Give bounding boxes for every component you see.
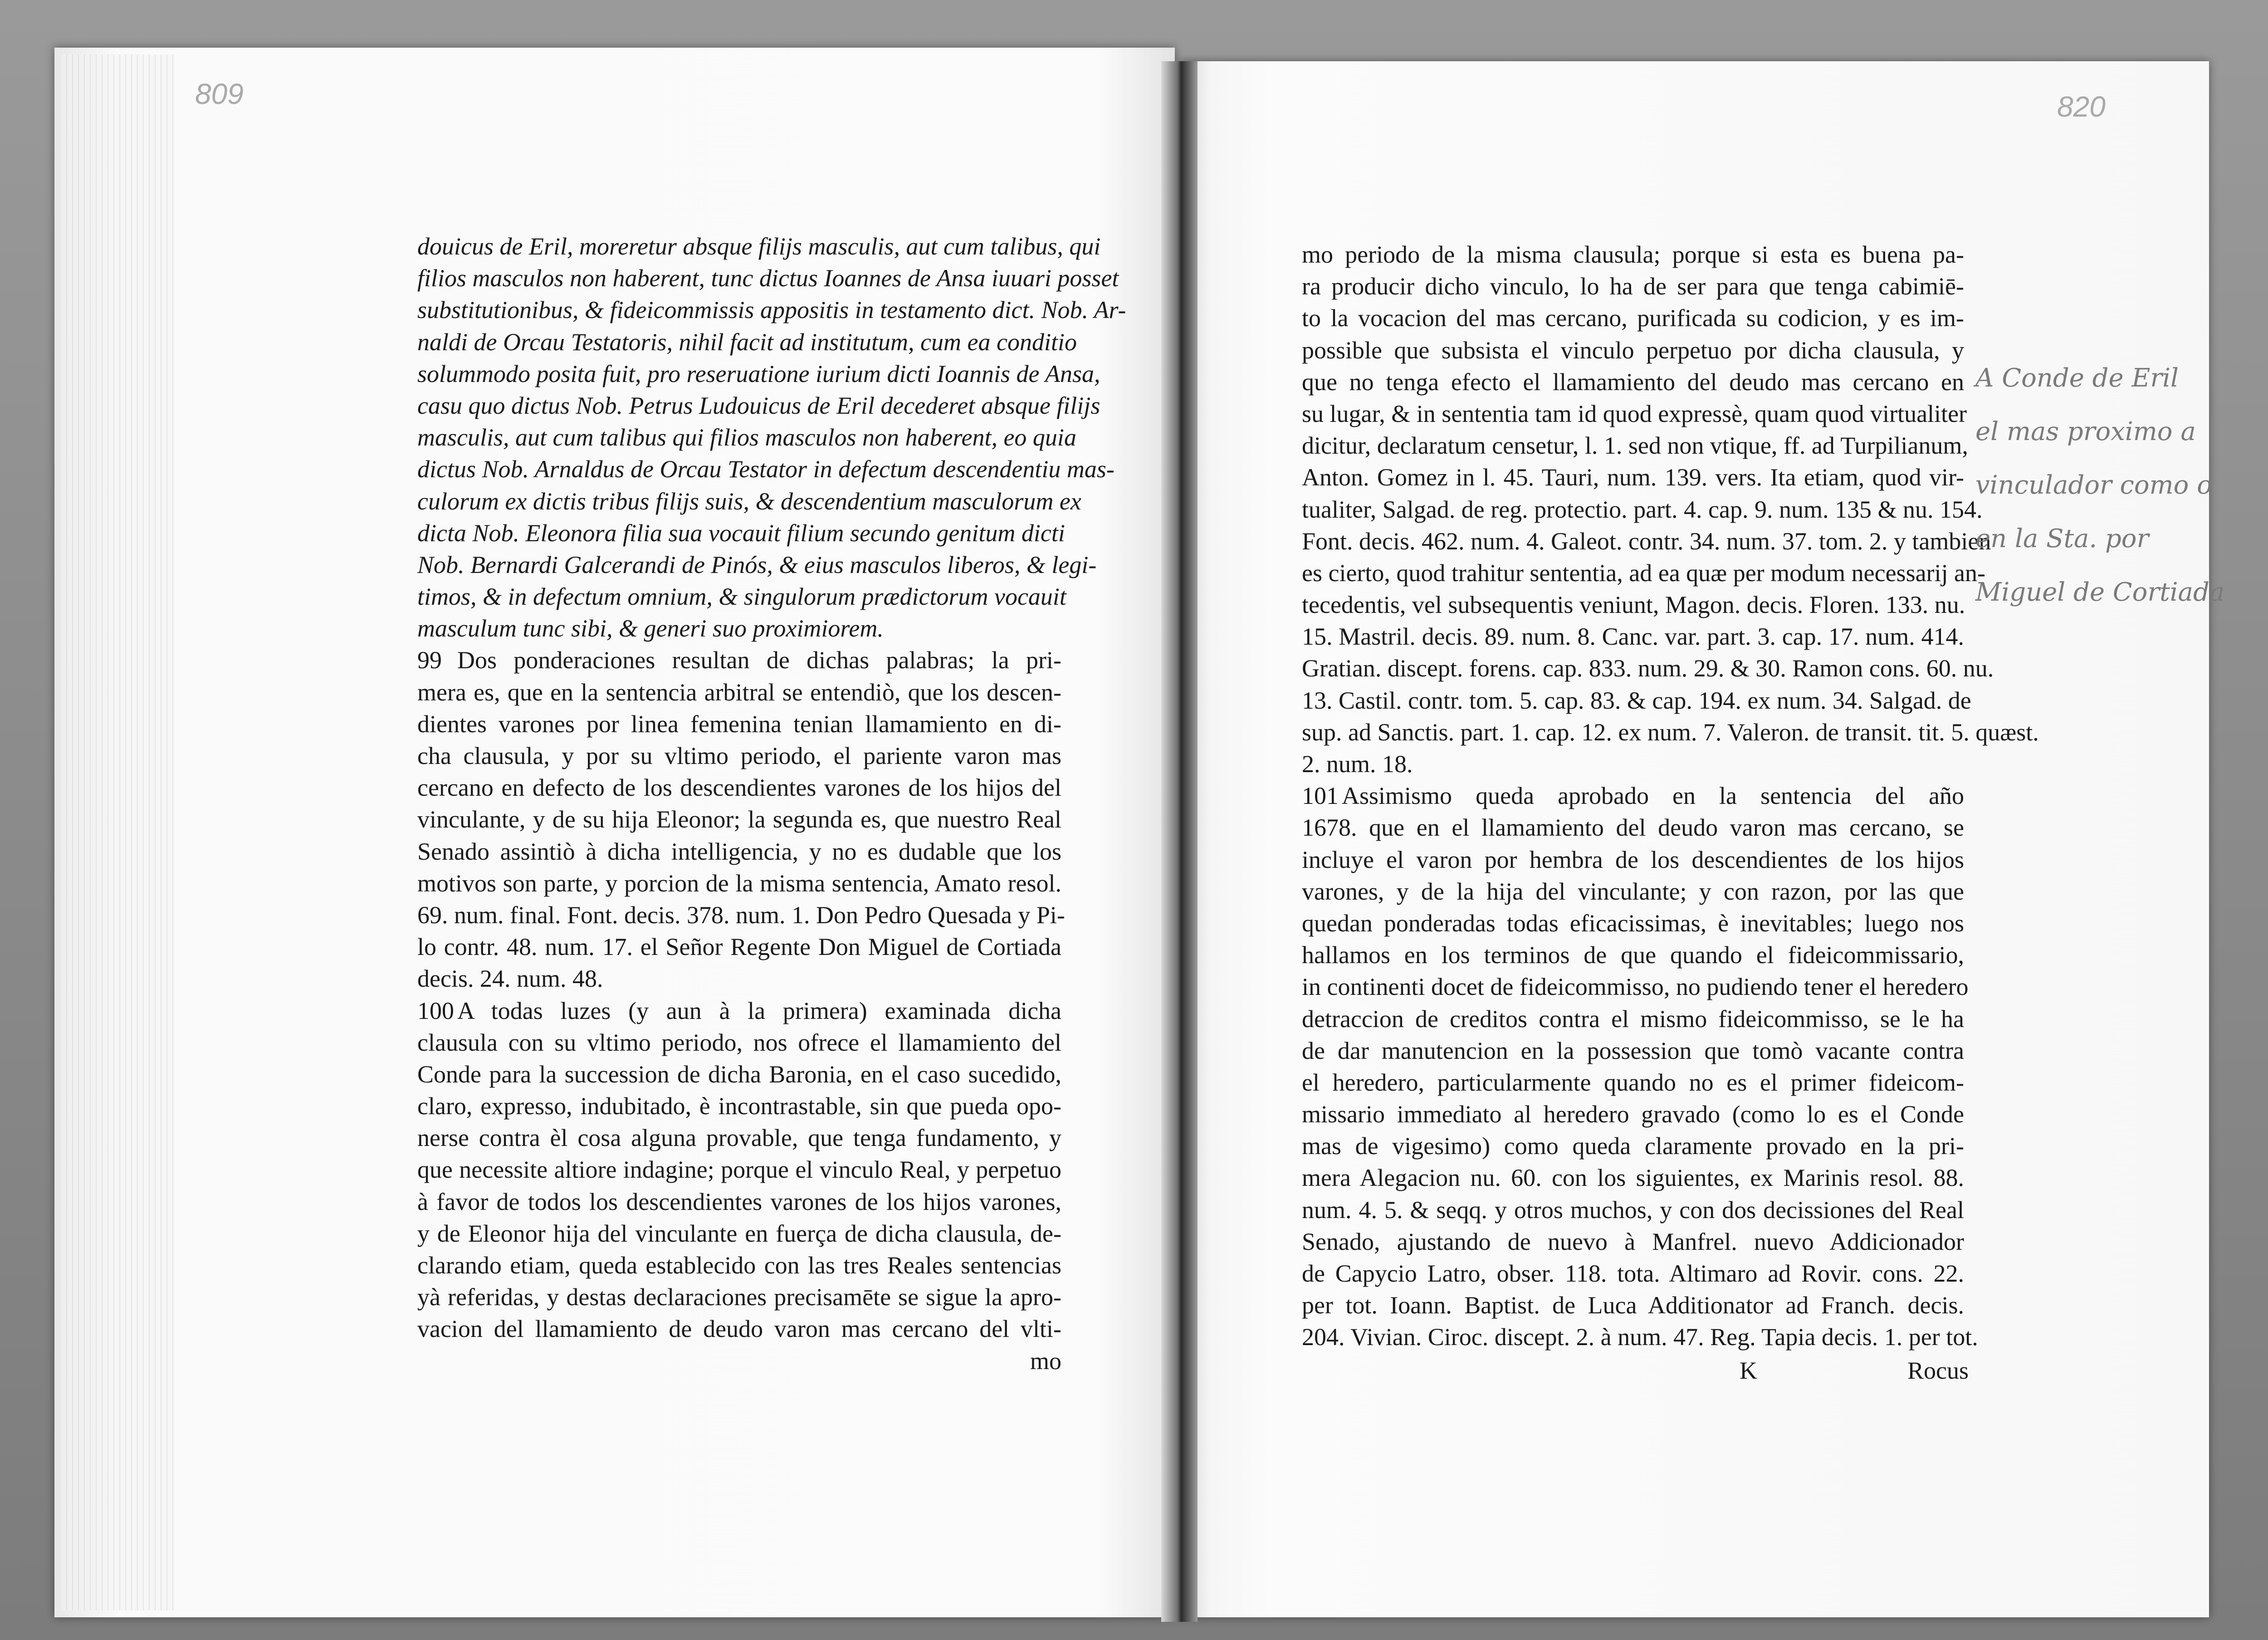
text-line	[417, 708, 1061, 740]
text-line	[417, 1249, 1061, 1281]
text-line	[1302, 334, 1964, 366]
text-line-content: 2. num. 18.	[1302, 750, 1413, 778]
text-line	[1302, 716, 2039, 748]
text-line	[417, 612, 1061, 644]
text-line	[417, 867, 1061, 899]
text-line-content: de Capycio Latro, obser. 118. tota. Altimaro ad Rovir. cons. 22.	[1302, 1260, 1964, 1287]
text-line	[417, 358, 1100, 390]
page-edges	[61, 54, 175, 1611]
margin-note-line: A Conde de Eril	[1975, 363, 2179, 393]
text-line-content: yà referidas, y destas declaraciones precisamēte se sigue la apro-	[417, 1283, 1061, 1311]
text-line	[417, 772, 1061, 803]
text-line-content: 1678. que en el llamamiento del deudo varon mas cercano, se	[1302, 814, 1964, 842]
text-line	[417, 676, 1061, 708]
text-line	[417, 995, 1061, 1027]
text-line	[417, 517, 1065, 549]
text-line	[417, 421, 1076, 453]
text-line-content: naldi de Orcau Testatoris, nihil facit ad institutum, cum ea conditio	[417, 328, 1077, 356]
text-line-content: tecedentis, vel subsequentis veniunt, Magon. decis. Floren. 133. nu.	[1302, 591, 1965, 619]
text-line-content: 15. Mastril. decis. 89. num. 8. Canc. var. part. 3. cap. 17. num. 414.	[1302, 623, 1964, 651]
text-line	[417, 1058, 1061, 1090]
text-line	[417, 899, 1065, 931]
text-line	[417, 644, 1061, 676]
text-line-content: decis. 24. num. 48.	[417, 965, 603, 993]
text-line	[1302, 652, 1994, 684]
text-line-content: dientes varones por linea femenina tenian llamamiento en di-	[417, 710, 1061, 738]
text-line-content: cercano en defecto de los descendientes varones de los hijos del	[417, 774, 1061, 802]
text-line	[1302, 1130, 1964, 1162]
book-gutter	[1161, 61, 1198, 1622]
text-line-content: Gratian. discept. forens. cap. 833. num. 29. & 30. Ramon cons. 60. nu.	[1302, 655, 1994, 682]
text-line	[1302, 1162, 1964, 1194]
text-line-content: que necessite altiore indagine; porque el vinculo Real, y perpetuo	[417, 1156, 1061, 1184]
text-line	[417, 1281, 1061, 1313]
text-line	[417, 1122, 1061, 1154]
text-line-content: su lugar, & in sententia tam id quod expressè, quam quod virtualiter	[1302, 400, 1967, 427]
text-line	[1302, 748, 1964, 780]
text-line-content: A todas luzes (y aun à la primera) examinada dicha	[457, 997, 1061, 1024]
text-line	[1302, 494, 1983, 525]
text-line-content: mera Alegacion nu. 60. con los siguientes, ex Marinis resol. 88.	[1302, 1164, 1964, 1192]
margin-note-line: el mas proximo a	[1975, 417, 2196, 446]
text-line	[1302, 270, 1964, 302]
text-line	[1302, 1258, 1964, 1289]
text-line-content: Conde para la succession de dicha Baronia, en el caso sucedido,	[417, 1060, 1061, 1088]
text-line-content: que no tenga efecto el llamamiento del deudo mas cercano en	[1302, 368, 1964, 396]
text-line-content: 13. Castil. contr. tom. 5. cap. 83. & cap. 194. ex num. 34. Salgad. de	[1302, 686, 1971, 714]
text-line	[417, 836, 1061, 867]
text-line	[417, 453, 1114, 485]
text-line-content: masculum tunc sibi, & generi suo proximiorem.	[417, 615, 884, 642]
text-line-content: sup. ad Sanctis. part. 1. cap. 12. ex num. 7. Valeron. de transit. tit. 5. quæst.	[1302, 718, 2039, 746]
text-line	[417, 931, 1061, 963]
text-line	[417, 262, 1119, 294]
text-line	[1302, 971, 1969, 1003]
text-line	[417, 390, 1100, 421]
text-line-content: Assimismo queda aprobado en la sentencia del año	[1342, 782, 1964, 810]
text-line-content: quedan ponderadas todas eficacissimas, è inevitables; luego nos	[1302, 909, 1964, 937]
right-text-column	[1302, 239, 2039, 1353]
signature-mark: K	[1740, 1357, 1757, 1384]
text-line	[417, 1313, 1061, 1345]
folio-number-right: 820	[2057, 90, 2106, 123]
text-line	[1302, 589, 1964, 621]
text-line-content: douicus de Eril, moreretur absque filijs masculis, aut cum talibus, qui	[417, 233, 1101, 260]
text-line	[1302, 1003, 1964, 1035]
text-line	[1302, 461, 1964, 493]
text-line	[417, 1027, 1061, 1058]
text-line	[1302, 302, 1964, 334]
text-line-content: culorum ex dictis tribus filijs suis, & descendentium masculorum ex	[417, 487, 1081, 515]
text-line-content: solummodo posita fuit, pro reseruatione iurium dicti Ioannis de Ansa,	[417, 360, 1100, 387]
text-line-content: nerse contra èl cosa alguna provable, que tenga fundamento, y	[417, 1124, 1061, 1152]
text-line-content: substitutionibus, & fideicommissis appositis in testamento dict. Nob. Ar-	[417, 296, 1126, 324]
catchword: Rocus	[1907, 1357, 1969, 1384]
text-line-content: Dos ponderaciones resultan de dichas palabras; la pri-	[457, 646, 1061, 674]
text-line-content: mera es, que en la sentencia arbitral se entendiò, que los descen-	[417, 678, 1061, 706]
text-line	[417, 230, 1101, 262]
text-line-content: 204. Vivian. Ciroc. discept. 2. à num. 47. Reg. Tapia decis. 1. per tot.	[1302, 1323, 1978, 1351]
text-line-content: Senado, ajustando de nuevo à Manfrel. nuevo Addicionador	[1302, 1228, 1964, 1255]
text-line-content: masculis, aut cum talibus qui filios masculos non haberent, eo quia	[417, 424, 1076, 451]
text-line-content: possible que subsista el vinculo perpetuo por dicha clausula, y	[1302, 336, 1964, 364]
text-line	[417, 1345, 1061, 1377]
text-line-content: tualiter, Salgad. de reg. protectio. part. 4. cap. 9. num. 135 & nu. 154.	[1302, 495, 1983, 523]
text-line	[1302, 1226, 1964, 1258]
text-line-content: es cierto, quod trahitur sententia, ad ea quæ per modum necessarij an-	[1302, 559, 1985, 587]
text-line-content: 69. num. final. Font. decis. 378. num. 1. Don Pedro Quesada y Pi-	[417, 901, 1065, 929]
paragraph-number: 99	[417, 646, 442, 674]
text-line	[1302, 1289, 1964, 1321]
text-line	[417, 803, 1061, 835]
text-line	[1302, 1194, 1964, 1226]
left-text-column	[417, 230, 1126, 1377]
text-line	[1302, 1035, 1964, 1067]
text-line-content: clarando etiam, queda establecido con las tres Reales sentencias	[417, 1252, 1061, 1279]
text-line-content: de dar manutencion en la possession que tomò vacante contra	[1302, 1037, 1964, 1064]
text-line-content: in continenti docet de fideicommisso, no pudiendo tener el heredero	[1302, 973, 1969, 1001]
text-line-content: claro, expresso, indubitado, è incontrastable, sin que pueda opo-	[417, 1092, 1061, 1120]
text-line-content: varones, y de la hija del vinculante; y con razon, por las que	[1302, 877, 1964, 905]
text-line-content: timos, & in defectum omnium, & singulorum prædictorum vocauit	[417, 583, 1066, 611]
text-line	[1302, 1098, 1964, 1130]
text-line	[1302, 557, 1985, 589]
text-line	[417, 326, 1077, 358]
text-line-content: hallamos en los terminos de que quando el fideicommissario,	[1302, 941, 1964, 969]
text-line	[1302, 1067, 1964, 1098]
margin-note-line: vinculador como o	[1975, 470, 2212, 500]
text-line-content: dicta Nob. Eleonora filia sua vocauit filium secundo genitum dicti	[417, 519, 1065, 547]
text-line	[1302, 939, 1964, 971]
text-line-content: cha clausula, y por su vltimo periodo, el pariente varon mas	[417, 742, 1061, 769]
text-line-content: à favor de todos los descendientes varones de los hijos varones,	[417, 1188, 1061, 1215]
text-line-content: dictus Nob. Arnaldus de Orcau Testator in defectum descendentiu mas-	[417, 455, 1114, 483]
text-line-content: lo contr. 48. num. 17. el Señor Regente Don Miguel de Cortiada	[417, 933, 1061, 961]
text-line	[1302, 1321, 1978, 1353]
text-line-content: Nob. Bernardi Galcerandi de Pinós, & eius masculos liberos, & legi-	[417, 551, 1097, 578]
text-line	[417, 549, 1097, 581]
text-line	[1302, 621, 1964, 652]
text-line-content: casu quo dictus Nob. Petrus Ludouicus de Eril decederet absque filijs	[417, 392, 1100, 419]
text-line-content: clausula con su vltimo periodo, nos ofrece el llamamiento del	[417, 1028, 1061, 1056]
text-line	[1302, 525, 1991, 557]
text-line-content: motivos son parte, y porcion de la misma sentencia, Amato resol.	[417, 869, 1061, 897]
text-line-content: el heredero, particularmente quando no es el primer fideicom-	[1302, 1068, 1964, 1096]
text-line	[1302, 366, 1964, 398]
text-line	[417, 294, 1126, 326]
text-line-content: mo periodo de la misma clausula; porque si esta es buena pa-	[1302, 241, 1964, 268]
text-line-content: Senado assintiò à dicha intelligencia, y no es dudable que los	[417, 837, 1061, 865]
paragraph-number: 100	[417, 997, 454, 1024]
folio-number-left: 809	[195, 78, 244, 110]
text-line	[1302, 812, 1964, 843]
text-line-content: to la vocacion del mas cercano, purificada su codicion, y es im-	[1302, 304, 1964, 332]
text-line	[417, 1090, 1061, 1122]
text-line	[417, 1154, 1061, 1185]
text-line-content: vinculante, y de su hija Eleonor; la segunda es, que nuestro Real	[417, 806, 1061, 833]
margin-note-line: en la Sta. por	[1975, 524, 2149, 553]
text-line	[1302, 430, 1968, 461]
text-line-content: dicitur, declaratum censetur, l. 1. sed non vtique, ff. ad Turpilianum,	[1302, 432, 1968, 460]
text-line	[417, 581, 1066, 612]
text-line	[417, 963, 1061, 994]
text-line	[417, 740, 1061, 772]
text-line-content: Font. decis. 462. num. 4. Galeot. contr. 34. num. 37. tom. 2. y tambien	[1302, 527, 1991, 555]
text-line-content: num. 4. 5. & seqq. y otros muchos, y con dos decissiones del Real	[1302, 1196, 1964, 1224]
text-line	[1302, 907, 1964, 939]
text-line-content: y de Eleonor hija del vinculante en fuerça de dicha clausula, de-	[417, 1219, 1061, 1247]
paragraph-number: 101	[1302, 782, 1339, 810]
text-line	[1302, 876, 1964, 907]
text-line-content: vacion del llamamiento de deudo varon mas cercano del vlti-	[417, 1315, 1061, 1343]
text-line-content: detraccion de creditos contra el mismo fideicommisso, se le ha	[1302, 1005, 1964, 1033]
text-line-content: Anton. Gomez in l. 45. Tauri, num. 139. vers. Ita etiam, quod vir-	[1302, 464, 1964, 491]
text-line-content: mas de vigesimo) como queda claramente provado en la pri-	[1302, 1132, 1964, 1160]
text-line-content: per tot. Ioann. Baptist. de Luca Additionator ad Franch. decis.	[1302, 1292, 1964, 1319]
text-line-content: missario immediato al heredero gravado (como lo es el Conde	[1302, 1101, 1964, 1128]
text-line	[417, 485, 1081, 517]
text-line	[1302, 780, 1964, 812]
text-line	[1302, 239, 1964, 270]
text-line-content: mo	[1030, 1347, 1061, 1375]
text-line	[417, 1218, 1061, 1249]
text-line	[417, 1186, 1061, 1218]
text-line-content: ra producir dicho vinculo, lo ha de ser para que tenga cabimiē-	[1302, 273, 1964, 300]
margin-note-line: Miguel de Cortiada	[1975, 578, 2225, 607]
text-line	[1302, 398, 1967, 430]
text-line-content: incluye el varon por hembra de los descendientes de los hijos	[1302, 846, 1964, 873]
handwritten-margin-note	[1975, 352, 2229, 619]
text-line	[1302, 844, 1964, 876]
text-line-content: filios masculos non haberent, tunc dictus Ioannes de Ansa iuuari posset	[417, 264, 1119, 292]
text-line	[1302, 685, 1971, 716]
